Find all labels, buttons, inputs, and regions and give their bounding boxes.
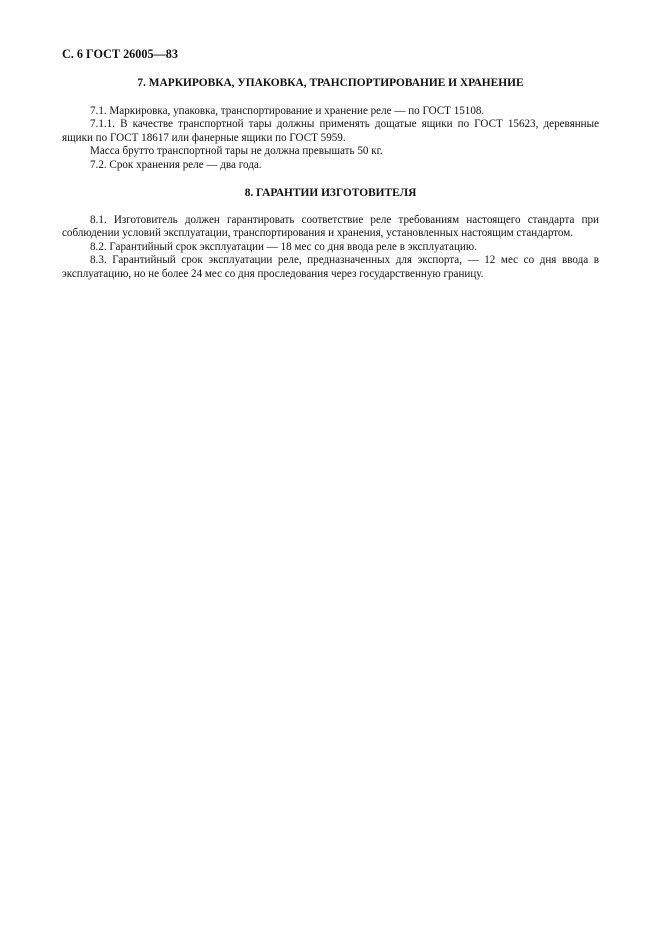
paragraph-7-2: 7.2. Срок хранения реле — два года. [90,158,262,171]
document-body [62,76,599,281]
paragraph-8-3: 8.3. Гарантийный срок эксплуатации реле, предназначенных для экспорта, — 12 мес со дня ввода в эксплуатацию, но не более 24 мес со дня проследования через государственную границу. [62,254,599,280]
paragraph-8-2: 8.2. Гарантийный срок эксплуатации — 18 мес со дня ввода реле в эксплуатацию. [90,240,477,253]
section-7-heading: 7. МАРКИРОВКА, УПАКОВКА, ТРАНСПОРТИРОВАНИЕ И ХРАНЕНИЕ [137,77,524,89]
paragraph-7-1-1: 7.1.1. В качестве транспортной тары должны применять дощатые ящики по ГОСТ 15623, деревянные ящики по ГОСТ 18617 или фанерные ящики по ГОСТ 5959. [62,118,599,144]
page-running-title: С. 6 ГОСТ 26005—83 [62,47,178,61]
section-8-heading: 8. ГАРАНТИИ ИЗГОТОВИТЕЛЯ [244,187,417,200]
paragraph-7-1: 7.1. Маркировка, упаковка, транспортирование и хранение реле — по ГОСТ 15108. [90,105,485,117]
paragraph-8-1: 8.1. Изготовитель должен гарантировать соответствие реле требованиям настоящего стандарта при соблюдении условий эксплуатации, транспортирования и хранения, установленных настоящим стандартом. [62,214,599,240]
paragraph-gross-mass: Масса брутто транспортной тары не должна превышать 50 кг. [90,145,383,158]
